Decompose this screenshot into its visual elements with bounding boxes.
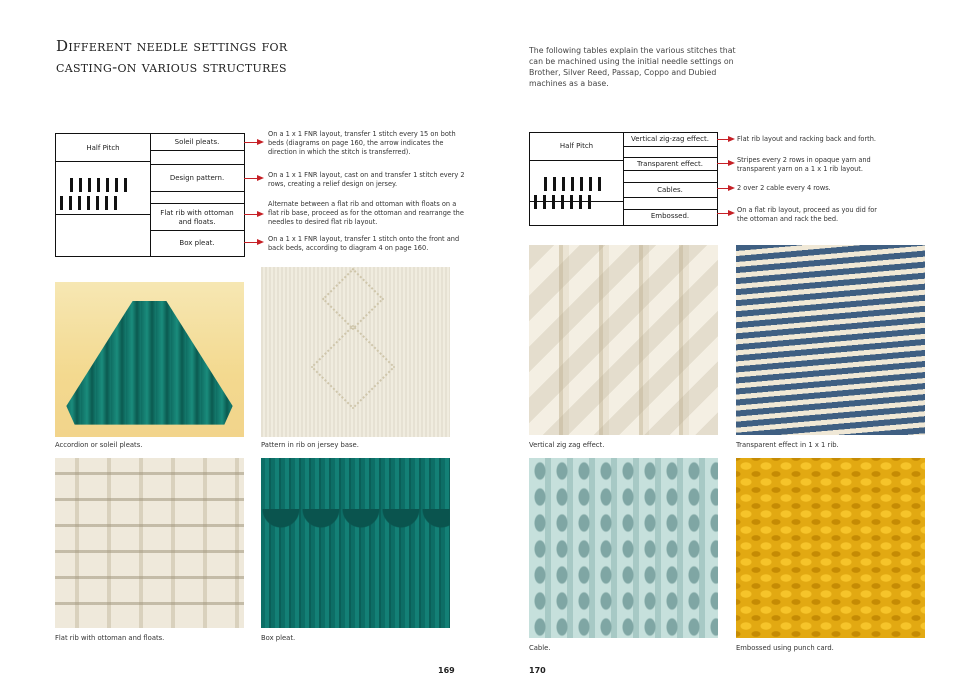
arrow-embossed: [717, 213, 729, 214]
needle-row-front-right: [544, 177, 601, 191]
arrow-soleil: [244, 142, 258, 143]
arrow-transparent: [717, 163, 729, 164]
arrow-design: [244, 178, 258, 179]
intro-text: The following tables explain the various stitches that can be machined using the initial needle settings on Brother, Silver Reed, Passap, Coppo and Dubied machines as a base.: [529, 46, 736, 88]
row-label-design: Design pattern.: [169, 174, 225, 182]
arrow-vzigzag: [717, 139, 729, 140]
desc-transparent: Stripes every 2 rows in opaque yarn and transparent yarn on a 1 x 1 rib layout.: [737, 156, 871, 173]
desc-soleil: On a 1 x 1 FNR layout, transfer 1 stitch every 15 on both beds (diagrams on page 160, the arrow indicates the direction in which the stitch is transferred).: [268, 130, 456, 156]
photo-embossed: [736, 458, 925, 638]
needle-row-front: [70, 178, 127, 192]
desc-boxpleat: On a 1 x 1 FNR layout, transfer 1 stitch onto the front and back beds, according to diagram 4 on page 160.: [268, 235, 460, 252]
photo-box-pleat: [261, 458, 450, 628]
row-label-boxpleat: Box pleat.: [179, 239, 215, 247]
photo-vertical-zigzag: [529, 245, 718, 435]
caption-cable: Cable.: [529, 644, 551, 652]
row-label-soleil: Soleil pleats.: [174, 138, 220, 146]
photo-flat-rib-ottoman: [55, 458, 244, 628]
half-pitch-label-right: Half Pitch: [559, 142, 594, 150]
caption-pattern: Pattern in rib on jersey base.: [261, 441, 359, 449]
caption-vzigzag: Vertical zig zag effect.: [529, 441, 605, 449]
title-line-1: Different needle settings for: [56, 37, 288, 55]
needle-row-back-right: [534, 195, 591, 209]
caption-embossed: Embossed using punch card.: [736, 644, 834, 652]
desc-embossed: On a flat rib layout, proceed as you did for the ottoman and rack the bed.: [737, 206, 878, 223]
needle-row-back: [60, 196, 117, 210]
arrow-cables: [717, 188, 729, 189]
arrow-flatrib: [244, 214, 258, 215]
needle-diagram-right: [529, 132, 718, 226]
row-label-embossed: Embossed.: [650, 212, 690, 220]
photo-accordion-pleats: [55, 282, 244, 437]
caption-flatrib: Flat rib with ottoman and floats.: [55, 634, 165, 642]
row-label-flatrib: Flat rib with ottoman and floats.: [160, 209, 234, 226]
desc-flatrib: Alternate between a flat rib and ottoman with floats on a flat rib base, proceed as for the ottoman and rearrange the needles to desired flat rib layout.: [268, 200, 464, 226]
row-label-vzigzag: Vertical zig-zag effect.: [631, 135, 709, 143]
title-line-2: casting-on various structures: [56, 58, 287, 76]
desc-vzigzag: Flat rib layout and racking back and forth.: [737, 135, 877, 143]
page-number-right: 170: [529, 666, 546, 675]
photo-transparent-effect: [736, 245, 925, 435]
photo-rib-pattern: [261, 267, 450, 437]
desc-cables: 2 over 2 cable every 4 rows.: [737, 184, 831, 192]
caption-boxpleat: Box pleat.: [261, 634, 296, 642]
caption-accordion: Accordion or soleil pleats.: [55, 441, 143, 449]
caption-transparent: Transparent effect in 1 x 1 rib.: [736, 441, 839, 449]
desc-design: On a 1 x 1 FNR layout, cast on and transfer 1 stitch every 2 rows, creating a relief design on jersey.: [268, 171, 465, 188]
photo-cable: [529, 458, 718, 638]
row-label-transparent: Transparent effect.: [637, 160, 703, 168]
row-label-cables: Cables.: [657, 186, 683, 194]
page-number-left: 169: [438, 666, 455, 675]
needle-diagram-left: [55, 133, 245, 257]
page-title: [56, 36, 416, 78]
half-pitch-label: Half Pitch: [86, 144, 120, 152]
arrow-boxpleat: [244, 242, 258, 243]
